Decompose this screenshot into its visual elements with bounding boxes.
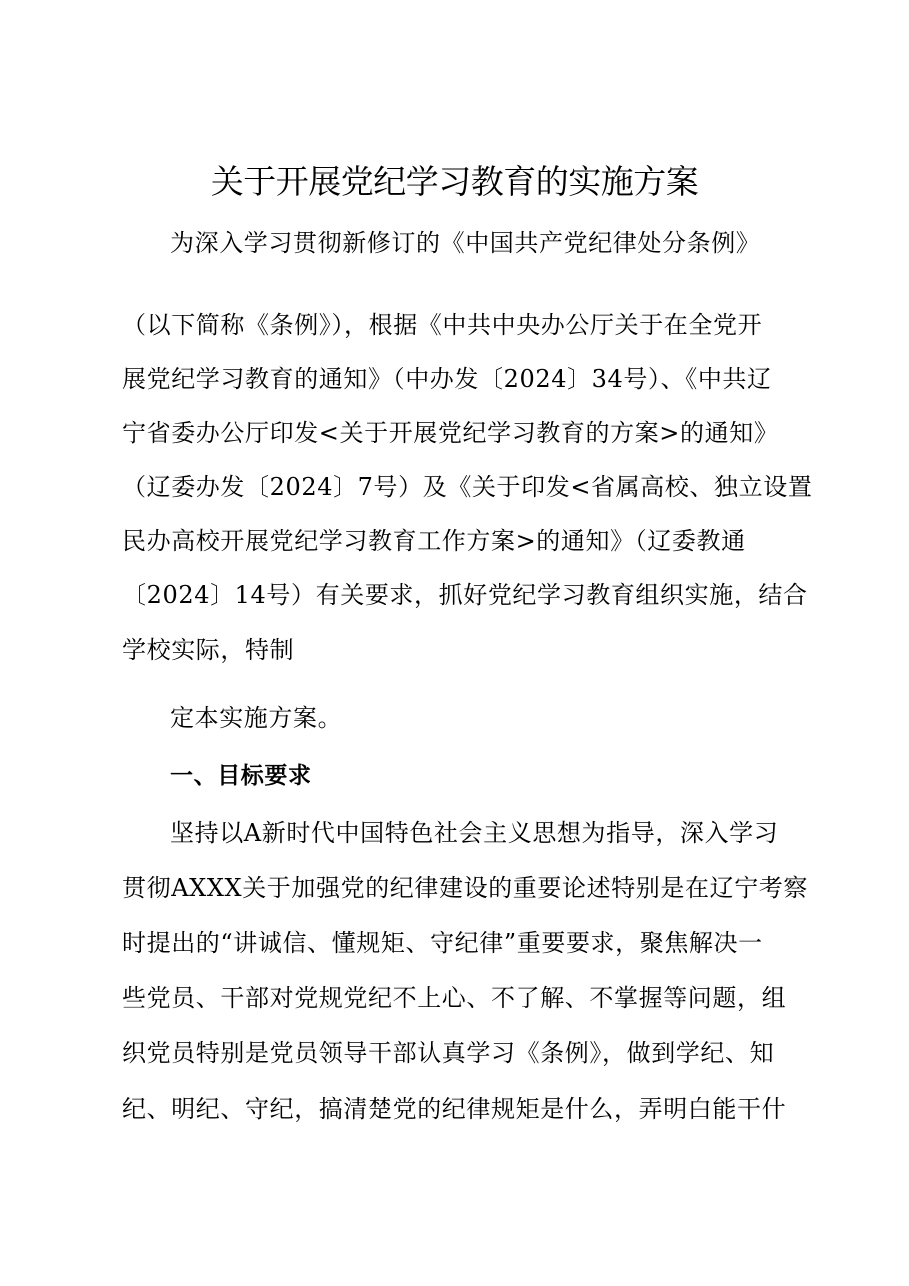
section1-line-1: 坚持以A新时代中国特色社会主义思想为指导，深入学习 [170, 819, 779, 847]
section1-line-3: 时提出的“讲诚信、懂规矩、守纪律”重要要求，聚焦解决一 [122, 929, 763, 957]
section-heading-goals: 一、目标要求 [170, 763, 312, 789]
intro-line-5: （辽委办发〔2024〕7号）及《关于印发<省属高校、独立设置 [122, 473, 813, 501]
section1-line-4: 些党员、干部对党规党纪不上心、不了解、不掌握等问题，组 [122, 984, 787, 1012]
document-title: 关于开展党纪学习教育的实施方案 [210, 162, 699, 201]
intro-line-6: 民办高校开展党纪学习教育工作方案>的通知》（辽委教通 [122, 527, 746, 555]
intro-line-1: 为深入学习贯彻新修订的《中国共产党纪律处分条例》 [170, 229, 761, 257]
intro-line-2: （以下简称《条例》），根据《中共中央办公厅关于在全党开 [122, 311, 763, 339]
section1-line-5: 织党员特别是党员领导干部认真学习《条例》，做到学纪、知 [122, 1039, 775, 1067]
section1-line-6: 纪、明纪、守纪，搞清楚党的纪律规矩是什么，弄明白能干什 [122, 1095, 787, 1123]
intro-line-3: 展党纪学习教育的通知》（中办发〔2024〕34号）、《中共辽 [122, 365, 772, 393]
intro-tail: 定本实施方案。 [170, 704, 343, 732]
intro-line-7: 〔2024〕14号）有关要求，抓好党纪学习教育组织实施，结合 [122, 581, 808, 609]
intro-line-8: 学校实际，特制 [122, 636, 295, 664]
intro-line-4: 宁省委办公厅印发<关于开展党纪学习教育的方案>的通知》 [122, 419, 779, 447]
section1-line-2: 贯彻AXXX关于加强党的纪律建设的重要论述特别是在辽宁考察 [122, 874, 808, 902]
